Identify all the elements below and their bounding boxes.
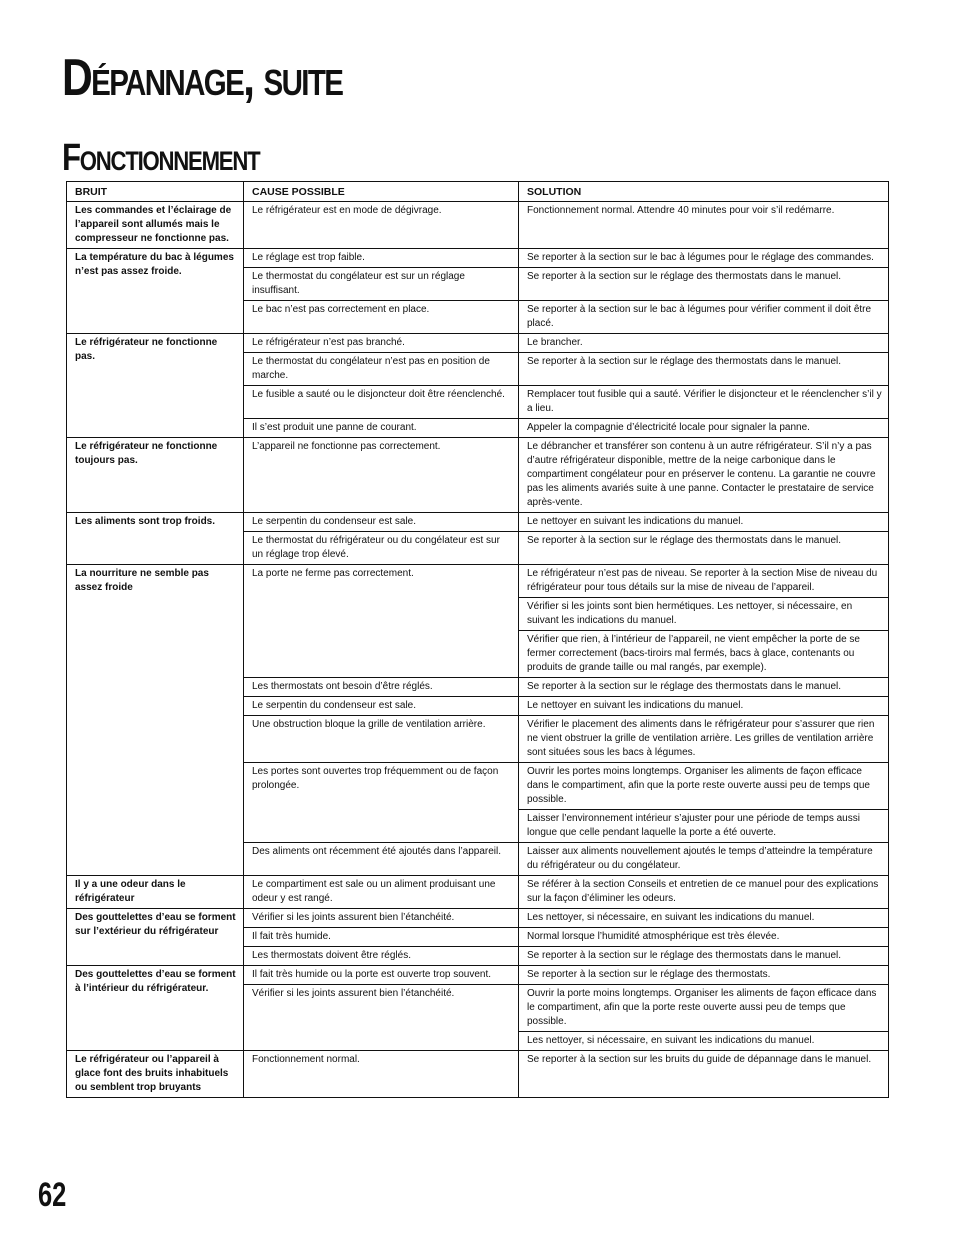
solution-cell: Les nettoyer, si nécessaire, en suivant les indications du manuel. — [519, 1032, 889, 1051]
bruit-cell: Le réfrigérateur ne fonctionne pas. — [67, 334, 244, 438]
solution-cell: Le débrancher et transférer son contenu à un autre réfrigérateur. S’il n’y a pas d’autre réfrigérateur disponible, mettre de la neige carbonique dans le compartiment congélateur pour en préserver le contenu. La garantie ne couvre pas les aliments avariés suite à une panne. Contacter le prestataire de service après-vente. — [519, 438, 889, 513]
cause-cell: Fonctionnement normal. — [244, 1051, 519, 1098]
solution-cell: Remplacer tout fusible qui a sauté. Vérifier le disjoncteur et le réenclencher s’il y a lieu. — [519, 386, 889, 419]
solution-cell: Vérifier si les joints sont bien hermétiques. Les nettoyer, si nécessaire, en suivant les indications du manuel. — [519, 598, 889, 631]
solution-cell: Se reporter à la section sur le réglage des thermostats dans le manuel. — [519, 947, 889, 966]
header-solution: SOLUTION — [519, 182, 889, 202]
bruit-cell: Des gouttelettes d’eau se forment sur l’extérieur du réfrigérateur — [67, 909, 244, 966]
solution-cell: Se référer à la section Conseils et entretien de ce manuel pour des explications sur la façon d’éliminer les odeurs. — [519, 876, 889, 909]
bruit-cell: Le réfrigérateur ne fonctionne toujours pas. — [67, 438, 244, 513]
solution-cell: Le brancher. — [519, 334, 889, 353]
table-row — [67, 202, 889, 249]
solution-cell: Laisser l’environnement intérieur s’ajuster pour une période de temps aussi longue que celle pendant laquelle la porte a été ouverte. — [519, 810, 889, 843]
solution-cell: Le réfrigérateur n’est pas de niveau. Se reporter à la section Mise de niveau du réfrigérateur pour tous détails sur la mise de niveau de l’appareil. — [519, 565, 889, 598]
solution-cell: Fonctionnement normal. Attendre 40 minutes pour voir s’il redémarre. — [519, 202, 889, 249]
cause-cell: La porte ne ferme pas correctement. — [244, 565, 519, 678]
cause-cell: Le thermostat du congélateur n’est pas en position de marche. — [244, 353, 519, 386]
cause-cell: Vérifier si les joints assurent bien l’étanchéité. — [244, 909, 519, 928]
solution-cell: Se reporter à la section sur le réglage des thermostats dans le manuel. — [519, 532, 889, 565]
solution-cell: Le nettoyer en suivant les indications du manuel. — [519, 697, 889, 716]
solution-cell: Normal lorsque l’humidité atmosphérique est très élevée. — [519, 928, 889, 947]
solution-cell: Se reporter à la section sur le réglage des thermostats dans le manuel. — [519, 268, 889, 301]
cause-cell: Le réglage est trop faible. — [244, 249, 519, 268]
solution-cell: Le nettoyer en suivant les indications du manuel. — [519, 513, 889, 532]
solution-cell: Ouvrir la porte moins longtemps. Organiser les aliments de façon efficace dans le compartiment, afin que la porte reste ouverte aussi peu de temps que possible. — [519, 985, 889, 1032]
table-row — [67, 438, 889, 513]
solution-cell: Se reporter à la section sur le réglage des thermostats dans le manuel. — [519, 678, 889, 697]
cause-cell: Le thermostat du congélateur est sur un réglage insuffisant. — [244, 268, 519, 301]
solution-cell: Se reporter à la section sur le bac à légumes pour vérifier comment il doit être placé. — [519, 301, 889, 334]
solution-cell: Se reporter à la section sur les bruits du guide de dépannage dans le manuel. — [519, 1051, 889, 1098]
cause-cell: Le serpentin du condenseur est sale. — [244, 697, 519, 716]
table-row — [67, 565, 889, 598]
solution-cell: Les nettoyer, si nécessaire, en suivant les indications du manuel. — [519, 909, 889, 928]
solution-cell: Ouvrir les portes moins longtemps. Organiser les aliments de façon efficace dans le compartiment, afin que la porte reste ouverte aussi peu de temps que possible. — [519, 763, 889, 810]
section-title: Fonctionnement — [62, 137, 260, 179]
bruit-cell: Le réfrigérateur ou l’appareil à glace font des bruits inhabituels ou semblent trop bruyants — [67, 1051, 244, 1098]
cause-cell: Il fait très humide. — [244, 928, 519, 947]
cause-cell: L’appareil ne fonctionne pas correctement. — [244, 438, 519, 513]
cause-cell: Le bac n’est pas correctement en place. — [244, 301, 519, 334]
solution-cell: Appeler la compagnie d’électricité locale pour signaler la panne. — [519, 419, 889, 438]
cause-cell: Le réfrigérateur est en mode de dégivrage. — [244, 202, 519, 249]
solution-cell: Vérifier que rien, à l’intérieur de l’appareil, ne vient empêcher la porte de se fermer correctement (bacs-tiroirs mal fermés, bacs à glace, contenants ou produits de grande taille ou mal rangés, par exemple). — [519, 631, 889, 678]
cause-cell: Les thermostats doivent être réglés. — [244, 947, 519, 966]
table-row — [67, 1051, 889, 1098]
bruit-cell: Il y a une odeur dans le réfrigérateur — [67, 876, 244, 909]
cause-cell: Le fusible a sauté ou le disjoncteur doit être réenclenché. — [244, 386, 519, 419]
cause-cell: Le serpentin du condenseur est sale. — [244, 513, 519, 532]
page-title: Dépannage, suite — [62, 49, 343, 107]
table-row — [67, 513, 889, 532]
bruit-cell: Des gouttelettes d’eau se forment à l’intérieur du réfrigérateur. — [67, 966, 244, 1051]
bruit-cell: La température du bac à légumes n’est pas assez froide. — [67, 249, 244, 334]
troubleshooting-table — [66, 181, 889, 1098]
cause-cell: Des aliments ont récemment été ajoutés dans l’appareil. — [244, 843, 519, 876]
cause-cell: Les portes sont ouvertes trop fréquemment ou de façon prolongée. — [244, 763, 519, 843]
solution-cell: Vérifier le placement des aliments dans le réfrigérateur pour s’assurer que rien ne vient obstruer la grille de ventilation arrière. Les grilles de ventilation arrière sont situées sous les bacs à légumes. — [519, 716, 889, 763]
cause-cell: Vérifier si les joints assurent bien l’étanchéité. — [244, 985, 519, 1051]
cause-cell: Le compartiment est sale ou un aliment produisant une odeur y est rangé. — [244, 876, 519, 909]
solution-cell: Se reporter à la section sur le bac à légumes pour le réglage des commandes. — [519, 249, 889, 268]
table-row — [67, 876, 889, 909]
solution-cell: Laisser aux aliments nouvellement ajoutés le temps d’atteindre la température du réfrigérateur ou du congélateur. — [519, 843, 889, 876]
bruit-cell: Les aliments sont trop froids. — [67, 513, 244, 565]
header-bruit: BRUIT — [67, 182, 244, 202]
table-row — [67, 966, 889, 985]
cause-cell: Il s’est produit une panne de courant. — [244, 419, 519, 438]
bruit-cell: La nourriture ne semble pas assez froide — [67, 565, 244, 876]
header-cause: CAUSE POSSIBLE — [244, 182, 519, 202]
cause-cell: Le thermostat du réfrigérateur ou du congélateur est sur un réglage trop élevé. — [244, 532, 519, 565]
cause-cell: Les thermostats ont besoin d’être réglés. — [244, 678, 519, 697]
table-row — [67, 249, 889, 268]
cause-cell: Le réfrigérateur n’est pas branché. — [244, 334, 519, 353]
table-header-row — [67, 182, 889, 202]
page-number: 62 — [38, 1176, 67, 1214]
cause-cell: Une obstruction bloque la grille de ventilation arrière. — [244, 716, 519, 763]
solution-cell: Se reporter à la section sur le réglage des thermostats. — [519, 966, 889, 985]
table-row — [67, 909, 889, 928]
table-row — [67, 334, 889, 353]
cause-cell: Il fait très humide ou la porte est ouverte trop souvent. — [244, 966, 519, 985]
solution-cell: Se reporter à la section sur le réglage des thermostats dans le manuel. — [519, 353, 889, 386]
bruit-cell: Les commandes et l’éclairage de l’appareil sont allumés mais le compresseur ne fonctionne pas. — [67, 202, 244, 249]
